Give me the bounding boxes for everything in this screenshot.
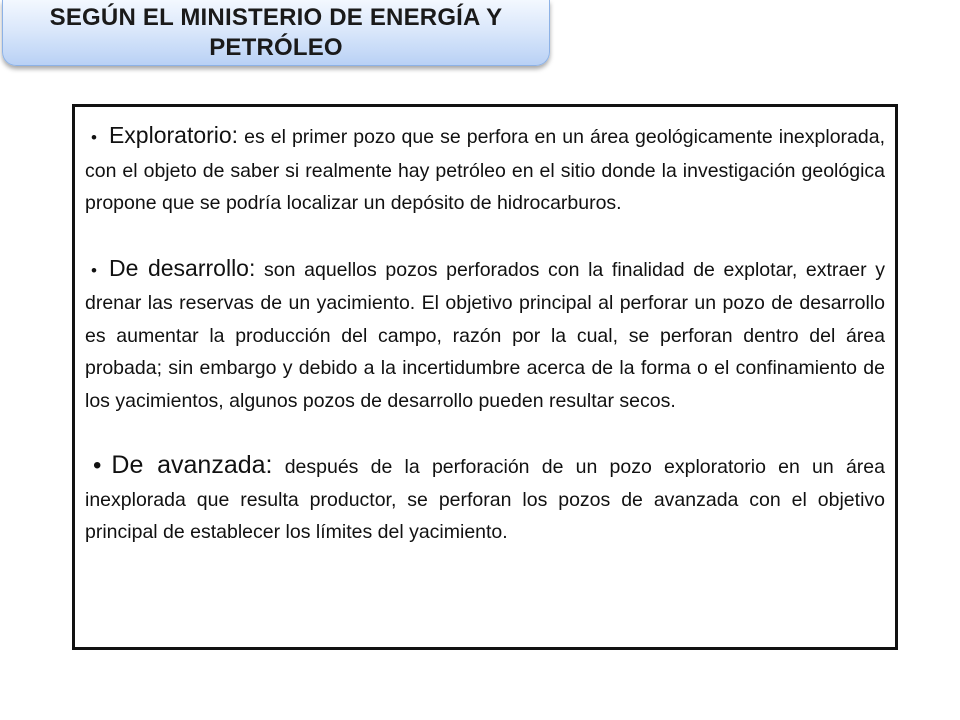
term-desarrollo: De desarrollo: [108,254,256,281]
bullet-icon: • [91,260,97,280]
bullet-icon: • [91,128,97,147]
content-box [72,104,898,650]
paragraph-exploratorio [85,119,885,220]
description-exploratorio: es el primer pozo que se perfora en un área geológicamente inexplorada, con el objeto de saber si realmente hay petróleo en el sitio donde la investigación geológica propone que se podría localizar un depósito de hidrocarburos. [85,126,885,214]
paragraph-desarrollo [85,252,885,418]
bullet-icon: • [93,452,102,479]
description-avanzada: después de la perforación de un pozo exploratorio en un área inexplorada que resulta productor, se perforan los pozos de avanzada con el objetivo principal de establecer los límites del yacimiento. [85,456,885,543]
slide-title-line-2: PETRÓLEO [209,33,343,61]
slide-title-line-1: SEGÚN EL MINISTERIO DE ENERGÍA Y [49,3,503,31]
term-exploratorio: Exploratorio: [108,122,239,148]
description-desarrollo: son aquellos pozos perforados con la finalidad de explotar, extraer y drenar las reservas de un yacimiento. El objetivo principal al perforar un pozo de desarrollo es aumentar la producción del campo, razón por la cual, se perforan dentro del área probada; sin embargo y debido a la incertidumbre acerca de la forma o el confinamiento de los yacimientos, algunos pozos de desarrollo pueden resultar secos. [85,258,885,412]
slide-title-box [2,0,550,66]
term-avanzada: De avanzada: [111,451,273,479]
paragraph-avanzada [85,449,885,549]
